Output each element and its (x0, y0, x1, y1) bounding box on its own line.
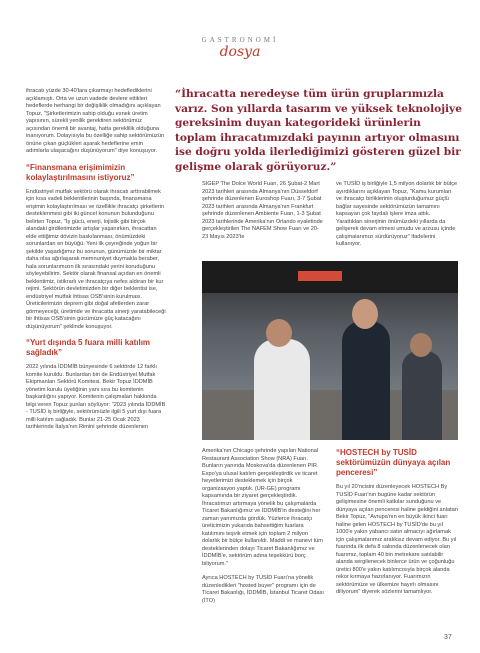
photo-person-center (342, 321, 390, 440)
right-bottom-column (336, 448, 458, 604)
left-paragraph-3: 2022 yılında İDDMİB bünyesinde 6 sektörde 12 farklı komite kuruldu. Bunlardan biri de Endüstriyel Mutfak Ekipmanları Sektörü Komitesi. Bekir Topuz İDDMİB yönetim kurulu üyeliğinin yanı sıra bu komitenin başkanlığını yapıyor. Komitenin çalışmaları hakkında bilgi veren Topuz şunları söylüyor: "2023 yılında İDDMİB - TUSİD iş birliğiyle, sektörümüzle ilgili 5 yurt dışı fuara milli katılım sağladık. Bunlar 21-25 Ocak 2023 tarihlerinde İtalya'nın Rimini şehrinde düzenlenen (26, 364, 166, 430)
photo-person-right-head (410, 333, 432, 357)
middle-top-column (202, 181, 324, 248)
pull-quote: “İhracatta neredeyse tüm ürün gruplarımızla varız. Son yıllarda tasarım ve yüksek teknolojiye gereksinim duyan kategorideki ürünlerin toplam ihracatımızdaki payının artıyor olmasını ise doğru yolda ilerlediğimizi gösteren güzel bir gelişme olarak görüyoruz.” (175, 88, 462, 173)
magazine-brand-top: GASTRONOMİ (201, 36, 279, 44)
photo-person-center-head (352, 299, 378, 329)
left-subheading-1: “Finansmana erişimimizin kolaylaştırılmasını istiyoruz” (26, 162, 135, 182)
photo-person-right (402, 351, 442, 440)
right-top-column (336, 181, 458, 256)
right-subheading: “HOSTECH by TUSİD sektörümüzün dünyaya açılan penceresi” (336, 448, 451, 477)
photo-red-sign (298, 271, 342, 281)
left-paragraph-1: ihracatı yüzde 30-40'lara çıkarmayı hedeflediklerini açıklamıştı. Orta ve uzun vadede devlere ettikleri hedeflerde herhangi bir değişiklik olmadığını açıklayan Topuz, "Şirketlerimizin sahip olduğu esnek üretim yapısının, sürekli yenilik gerektiren sektörümüz açısından önemli bir avantaj, hatta gereklilik olduğuna inanıyorum. Dolayısıyla bu özelliğe sahip sektörümüzün önüne çıkan güçlükleri aşarak hedeflerine emin adımlarla ulaşacağını düşünüyorum" diye konuşuyor. (26, 88, 165, 154)
trade-show-photo (202, 261, 458, 440)
left-subheading-2: “Yurt dışında 5 fuara milli katılım sağladık” (26, 338, 151, 357)
right-top-paragraph: ve TUSİD iş birliğiyle 1,5 milyon dolarlık bir bütçe ayırdıklarını açıklayan Topuz, "Kamu kurumları ve ihracatçı birliklerinin oluşturduğumuz güçlü bağlar sayesinde sektörümüzün tamamını kapsayan çok faydalı işlere imza attık. Yarattıkları sinerjinin önümüzdeki yıllarda da gelişerek devam etmesi umudu ve arzusu içinde çalışmalarımızı sürdürüyoruz" ifadelerini kullanıyor. (336, 181, 458, 247)
middle-top-paragraph: SIGEP The Dolce World Fuarı, 26 Şubat-2 Mart 2023 tarihleri arasında Almanya'nın Düsseldorf şehrinde düzenlenen Euroshop Fuarı, 3-7 Şubat 2023 tarihleri arasında Almanya'nın Frankfurt şehrinde düzenlenen Ambiente Fuarı, 1-3 Şubat 2023 tarihlerinde Amerika'nın Orlando eyaletinde gerçekleştirilen The NAFEM Show Fuarı ve 20-23 Mayıs 2023'te (202, 181, 323, 240)
page-number: 37 (444, 634, 452, 641)
middle-bottom-paragraph-1: Amerika'nın Chicago şehrinde yapılan National Restaurant Association Show (NRA) Fuarı. Bunların yanında Moskova'da düzenlenen PIR Expo'ya ulusal katılım gerçekleştirdik ve ticaret heyetlerimizi desteklemek için birçok organizasyon yaptık. (UR-GE) programı kapsamında bir ziyaret gerçekleştirdik. İhracatımızı artırmaya yönelik bu çalışmalarda Ticaret Bakanlığımız ve İDDMİB'in desteğini her zaman yanımızda gördük. Yüzlerce ihracatçı üreticimizin yukarıda bahsettiğim fuarlara katılımını teşvik etmek için toplam 2 milyon dolarlık bir bütçe kullanıldı. Maddi ve manevi tüm desteklerinden dolayı Ticaret Bakanlığımız ve İDDMİB'e, sektörüm adına teşekkürü borç biliyorum." (202, 448, 323, 567)
middle-bottom-column (202, 448, 324, 612)
middle-bottom-paragraph-2: Ayrıca HOSTECH by TUSİD Fuarı'na yönelik düzenledikleri "hosted buyer" programı için de Ticaret Bakanlığı, İDDMİB, İstanbul Ticaret Odası (İTO) (202, 575, 324, 604)
section-script-title: dosya (219, 44, 261, 60)
photo-person-left-head (266, 319, 292, 347)
right-bottom-paragraph: Bu yıl 20'ncisini düzenleyecek HOSTECH By TUSİD Fuarı'nın bugüne kadar sektörün gelişimesine önemli katkılar sunduğunu ve dünyaya açılan penceresi haline geldiğini anlatan Bekir Topuz, "Avrupa'nın en büyük ikinci fuarı haline gelen HOSTECH by TUSİD'de bu yıl 1000'e yakın yabancı satın almacıyı ağırlamak için çalışmalarımız aralıksız devam ediyor. Bu yıl fuarında ilk defa 8 salonda düzenlenecek olan fuarımız, toplam 40 bin metrekare satılabilir alanda sergilenecek binlerce ürün ve çoğunluğu üretici 800'e yakın katılımcısıyla birçok alanda rekor kırmaya hazırlanıyor. Fuarımızın sektörümüze ve ülkemize hayırlı olmasını diliyorum" diyerek sözlerini tamamlıyor. (336, 484, 458, 595)
photo-person-left (254, 339, 310, 440)
left-paragraph-2: Endüstriyel mutfak sektörü olarak ihracatı arttırabilmek için kısa vadeli beklentilerinin başında, finansmana erişimin kolaylaştırılması ve özellikle ihracatçı şirketlerin desteklenmesi gibi iki güncel konunun bulunduğunu belirten Topuz, "İş gücü, enerji, lojistik gibi birçok alandaki girdilerimizde artışlar yaşanırken, ihracattan elde ettiğimiz dövizin baskılanması, önümüzdeki sorunlardan en büyüğü. Yeni ilk çeyreğinde yoğun bir şekilde yaşadığımız bu sorunun, günümüzde bir miktar daha olsa ağırlaşarak memnuniyet duymakla beraber, hala sorunlarımızın ilk sırasındaki yerini koruduğunu söyleyebilirim. Sektör olarak finansal açıdan en önemli beklentimiz, istikrarlı ve ihracatçıya nefes aldıran bir kur rejimi. Sektörün devletimizden bir diğer beklentisi ise, endüstriyel mutfak ihtisas OSB'sinin kurulması. Üreticilerimizin deprem gibi doğal afetlerden zarar görmeyeceği, üretimde ve ihracatta sinerji yaratabileceği bir ihtisas OSB'sinin gücümüze güç katacağını düşünüyorum" şeklinde konuşuyor. (26, 188, 166, 330)
left-column (26, 88, 166, 439)
